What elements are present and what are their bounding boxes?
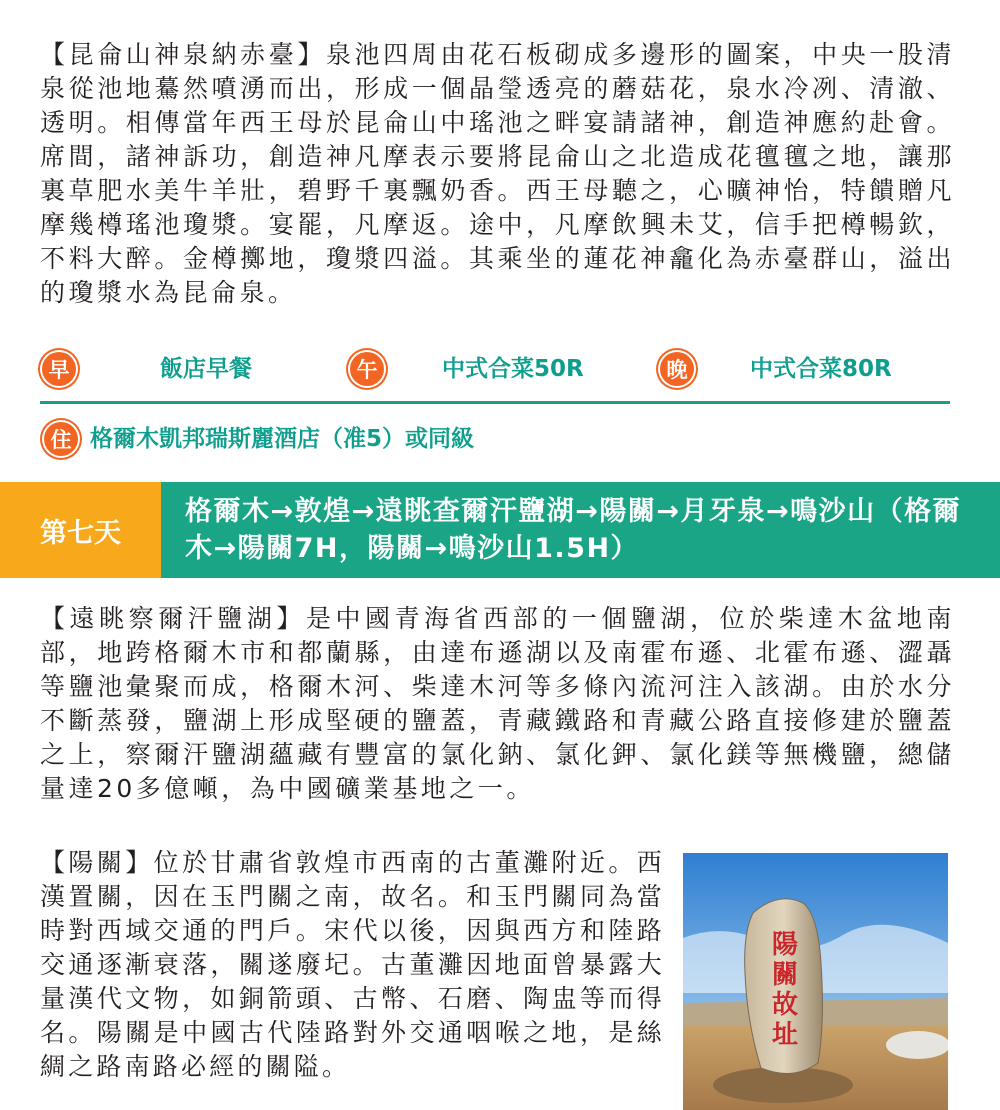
svg-text:址: 址	[771, 1020, 799, 1050]
day-banner	[0, 482, 1000, 578]
hotel-text: 格爾木凱邦瑞斯麗酒店（准5）或同級	[90, 426, 475, 452]
kunlun-spring-paragraph: 【昆侖山神泉納赤臺】泉池四周由花石板砌成多邊形的圖案，中央一股清泉從池地驀然噴湧而出，形成一個晶瑩透亮的蘑菇花，泉水冷冽、清澈、透明。相傳當年西王母於昆侖山中瑤池之畔宴請諸神，創造神應約赴會。席間，諸神訴功，創造神凡摩表示要將昆侖山之北造成花氊氊之地，讓那裏草肥水美牛羊壯，碧野千裏飄奶香。西王母聽之，心曠神怡，特饋贈凡摩幾樽瑤池瓊漿。宴罷，凡摩返。途中，凡摩飲興未艾，信手把樽暢欽，不料大醉。金樽擲地，瓊漿四溢。其乘坐的蓮花神龕化為赤臺群山，溢出的瓊漿水為昆侖泉。	[40, 40, 955, 307]
day-label: 第七天	[0, 482, 161, 578]
yangguan-stone-photo	[683, 853, 948, 1110]
yangguan-paragraph: 【陽關】位於甘肅省敦煌市西南的古董灘附近。西漢置關，因在玉門關之南，故名。和玉門關同為當時對西域交通的門戶。宋代以後，因與西方和陸路交通逐漸衰落，關遂廢圮。古董灘因地面曾暴露大量漢代文物，如銅箭頭、古幣、石磨、陶盅等而得名。陽關是中國古代陸路對外交通咽喉之地，是絲綢之路南路必經的關隘。	[40, 848, 665, 1081]
svg-text:陽: 陽	[771, 930, 799, 960]
section-divider	[40, 401, 950, 404]
dinner-text: 中式合菜80R	[750, 356, 892, 382]
day-route: 格爾木→敦煌→遠眺查爾汗鹽湖→陽關→月牙泉→鳴沙山（格爾木→陽關7H，陽關→鳴沙山1.5H）	[161, 482, 1000, 578]
dinner-badge-icon: 晚	[660, 352, 694, 386]
meals-row	[40, 349, 950, 389]
chaerhan-salt-lake-paragraph: 【遠眺察爾汗鹽湖】是中國青海省西部的一個鹽湖，位於柴達木盆地南部，地跨格爾木市和都蘭縣，由達布遜湖以及南霍布遜、北霍布遜、澀聶等鹽池彙聚而成，格爾木河、柴達木河等多條內流河注入該湖。由於水分不斷蒸發，鹽湖上形成堅硬的鹽蓋，青藏鐵路和青藏公路直接修建於鹽蓋之上，察爾汗鹽湖蘊藏有豐富的氯化鈉、氯化鉀、氯化鎂等無機鹽，總儲量達20多億噸，為中國礦業基地之一。	[40, 604, 955, 803]
lunch-text: 中式合菜50R	[442, 356, 584, 382]
yangguan-stone-illustration	[683, 853, 948, 1110]
breakfast-text: 飯店早餐	[160, 356, 252, 382]
stone-inscription	[771, 930, 798, 1050]
lunch-badge-icon: 午	[350, 352, 384, 386]
svg-text:關: 關	[771, 960, 799, 990]
svg-text:故: 故	[771, 990, 799, 1020]
breakfast-badge-icon: 早	[42, 352, 76, 386]
hotel-badge-icon: 住	[44, 422, 78, 456]
